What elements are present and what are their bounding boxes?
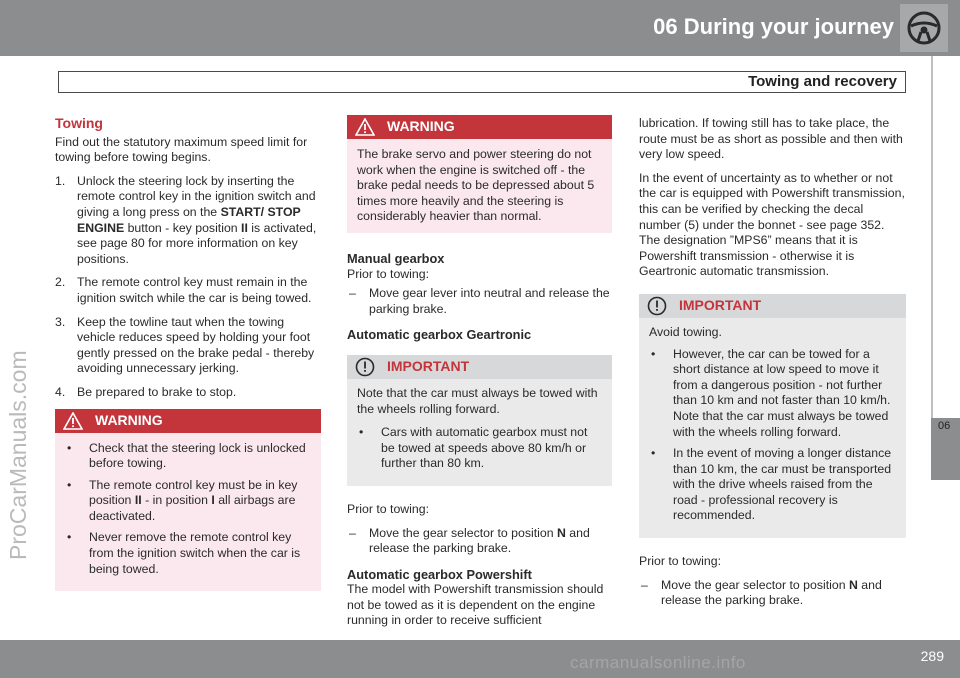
sidebar-watermark: ProCarManuals.com [5,350,31,560]
prior-to-towing-label: Prior to towing: [347,266,430,281]
column-3 [639,116,906,617]
warning-box [55,409,321,592]
column-1 [55,116,321,601]
footer-watermark: carmanualsonline.info [570,653,746,672]
chapter-icon-box [900,4,948,52]
list-item: 2. The remote control key must remain in the ignition switch while the car is being towed. [55,275,312,305]
prior-to-towing-label: Prior to towing: [347,501,430,516]
list-item: 4. Be prepared to brake to stop. [55,384,237,399]
powershift-heading: Automatic gearbox Powershift [347,566,532,582]
list-item: • Never remove the remote control key from the ignition switch when the car is being towed. [67,530,301,576]
warning-body: The brake servo and power steering do not work when the engine is switched off - the brake pedal needs to be depressed about 5 times more heavily and the steering is considerably heavier than normal. [357,147,595,224]
list-item: • Cars with automatic gearbox must not be towed at speeds above 80 km/h or further than 80 km. [359,425,588,471]
list-item: • The remote control key must be in key position II - in position I all airbags are deactivated. [67,477,298,523]
geartronic-heading: Automatic gearbox Geartronic [347,327,532,343]
list-item: • Check that the steering lock is unlocked before towing. [67,440,306,471]
manual-gearbox-heading: Manual gearbox [347,250,445,266]
important-box [639,294,906,538]
side-tab-line [931,56,933,418]
warning-header [347,115,612,139]
powershift-text: The model with Powershift transmission should not be towed as it is dependent on the engine running in order to receive sufficient [347,582,604,628]
important-title: IMPORTANT [387,358,470,375]
list-item: 3. Keep the towline taut when the towing vehicle reduces speed by holding your foot gently pressed on the brake pedal - thereby avoiding unnecessary jerking. [55,314,315,376]
column-2 [347,115,612,637]
towing-intro: Find out the statutory maximum speed limit for towing before towing begins. [55,134,308,165]
important-icon [647,296,667,316]
warning-triangle-icon [63,412,83,430]
steering-wheel-icon [905,9,943,47]
list-item: – Move gear lever into neutral and release the parking brake. [349,286,610,316]
list-item: – Move the gear selector to position N and release the parking brake. [349,525,590,556]
towing-steps [55,174,321,401]
warning-header [55,409,321,433]
warning-title: WARNING [387,118,455,135]
chapter-title: 06 During your journey [653,14,894,39]
list-item: 1. Unlock the steering lock by inserting the remote control key in the ignition switch and giving a long press on the START/ STOP ENGINE button - key position II is activated, see page 80 for more information on key positions. [55,173,317,266]
important-icon [355,357,375,377]
important-header [639,294,906,318]
paragraph: In the event of uncertainty as to whether or not the car is equipped with Powershift transmission, this can be verified by checking the decal number (5) under the bonnet - see page 352. The designation ”MPS6” means that it is Powershift transmission - otherwise it is Geartronic automatic transmission. [639,170,905,279]
list-item: • However, the car can be towed for a short distance at low speed to move it from a dangerous position - not further than 10 km and not faster than 10 km/h. Note that the car must always be towed with the wheels rolling forward. [651,346,891,439]
footer-band [0,640,960,678]
warning-title: WARNING [95,411,163,428]
list-item: • In the event of moving a longer distance than 10 km, the car must be transported with the drive wheels raised from the road - professional recovery is recommended. [651,446,892,523]
important-body: Note that the car must always be towed with the wheels rolling forward. • Cars with automatic gearbox must not be towed at speeds above 80 km/h or further than 80 km. [347,379,612,486]
towing-heading: Towing [55,115,103,131]
important-header [347,355,612,379]
important-box [347,355,612,486]
warning-box [347,115,612,233]
important-title: IMPORTANT [679,297,762,314]
side-tab-label: 06 [938,420,951,432]
list-item: – Move the gear selector to position N and release the parking brake. [641,577,882,608]
warning-body [55,433,321,592]
paragraph: lubrication. If towing still has to take place, the route must be as short as possible and then with very low speed. [639,116,903,162]
important-body: Avoid towing. • However, the car can be towed for a short distance at low speed to move it from a dangerous position - not further than 10 km and not faster than 10 km/h. Note that the car must always be towed with the wheels rolling forward. • In the event of moving a longer distance than 10 km, the car must be transported with the drive wheels raised from the road - professional recovery is recommended. [639,318,906,538]
section-title: Towing and recovery [748,73,897,90]
section-bar [58,71,906,93]
page-number: 289 [920,648,944,664]
prior-to-towing-label: Prior to towing: [639,554,722,569]
warning-triangle-icon [355,118,375,136]
